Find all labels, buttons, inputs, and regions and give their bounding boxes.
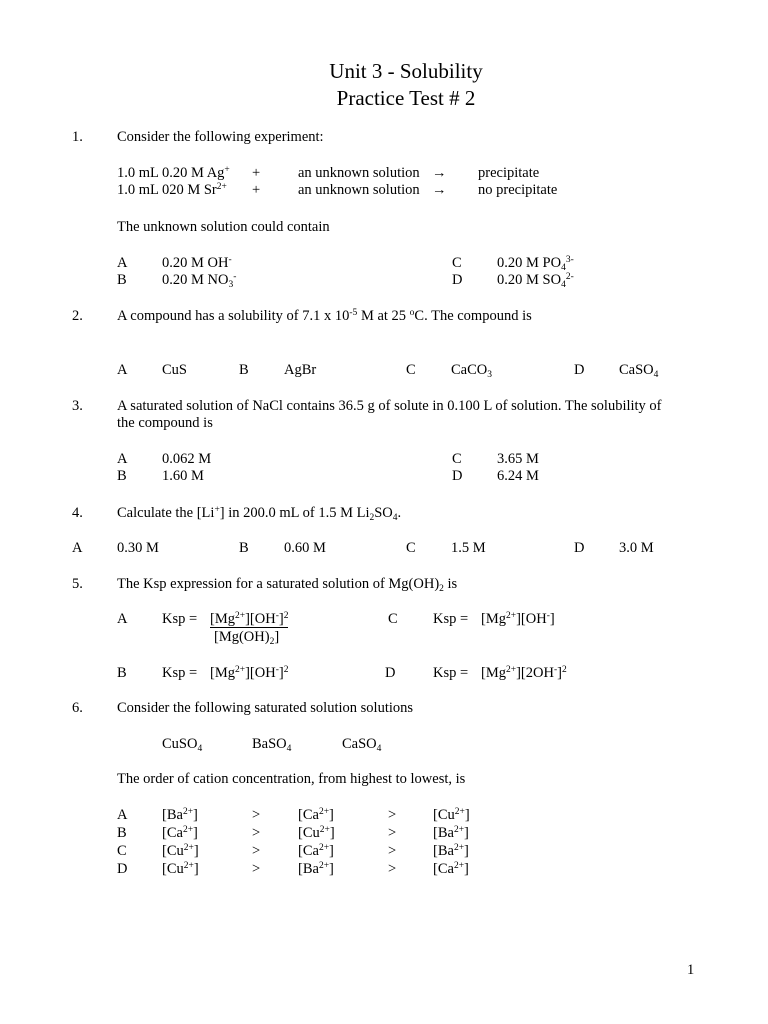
q3-option-d-letter: D <box>452 468 463 484</box>
title-line-1: Unit 3 - Solubility <box>329 59 483 83</box>
q1-row2-left: 1.0 mL 020 M $Sr^{2+}$ <box>117 181 227 198</box>
q4-text: Calculate the [Li+] in 200.0 mL of 1.5 M $Li_2SO_4$. <box>117 504 402 523</box>
q1-option-d-text: 0.20 M $SO_4^{2-}$ <box>497 271 574 290</box>
q6-option-letter: A <box>117 807 128 823</box>
q6-option-letter: B <box>117 825 127 841</box>
q6-option-c2: $[Cu^{2+}]$ <box>298 824 335 841</box>
q2-option-c-text: CaCO$_3$ <box>451 362 492 380</box>
q6-prompt: The order of cation concentration, from highest to lowest, is <box>117 771 466 787</box>
q3-option-a-letter: A <box>117 451 128 467</box>
q4-option-b-letter: B <box>239 540 249 556</box>
q1-row1-mid: an unknown solution <box>298 165 420 181</box>
q1-option-b-text: 0.20 M $NO_3^-$ <box>162 271 237 290</box>
q2-number: 2. <box>72 308 83 324</box>
q5-option-a-ksp: Ksp = <box>162 611 198 627</box>
q5-option-d-expr: $[Mg^{2+}][2OH^-]^2$ <box>481 664 567 681</box>
q2-option-b-text: AgBr <box>284 362 317 378</box>
q5-option-c-letter: C <box>388 611 398 627</box>
q3-text-line2: the compound is <box>117 415 213 431</box>
q6-option-c2: $[Ca^{2+}]$ <box>298 806 334 823</box>
q3-option-c-text: 3.65 M <box>497 451 539 467</box>
q3-option-b-text: 1.60 M <box>162 468 204 484</box>
q3-option-c-letter: C <box>452 451 462 467</box>
q6-option-c1: $[Ca^{2+}]$ <box>162 824 198 841</box>
q5-option-a-letter: A <box>117 611 128 627</box>
q3-option-a-text: 0.062 M <box>162 451 212 467</box>
q1-row1-left: 1.0 mL 0.20 M Ag+ <box>117 164 230 181</box>
q2-option-c-letter: C <box>406 362 416 378</box>
q6-option-letter: D <box>117 861 128 877</box>
q4-option-c-letter: C <box>406 540 416 556</box>
q6-number: 6. <box>72 700 83 716</box>
q6-gt: > <box>388 843 397 859</box>
q1-prompt: The unknown solution could contain <box>117 219 330 235</box>
q6-option-c1: $[Cu^{2+}]$ <box>162 860 199 877</box>
q5-option-b-ksp: Ksp = <box>162 665 198 681</box>
q1-row1-result: precipitate <box>478 165 540 181</box>
q1-row2-result: no precipitate <box>478 182 558 198</box>
q1-option-a-text: 0.20 M OH- <box>162 254 232 271</box>
q6-compound: CaSO$_4$ <box>342 736 382 754</box>
q4-option-b-text: 0.60 M <box>284 540 326 556</box>
q5-option-a-denominator: $[Mg(OH)_2]$ <box>214 629 280 647</box>
q2-text: A compound has a solubility of 7.1 x $10^{-5}$ M at 25 $^o$C. The compound is <box>117 307 532 324</box>
q6-gt: > <box>252 825 261 841</box>
q5-option-a-numerator: $[Mg^{2+}][OH^-]^2$ <box>210 610 289 627</box>
q6-gt: > <box>388 861 397 877</box>
q1-option-c-text: 0.20 M $PO_4^{3-}$ <box>497 254 574 273</box>
q3-text-line1: A saturated solution of NaCl contains 36.5 g of solute in 0.100 L of solution. The solubility of <box>117 398 662 414</box>
q4-option-a-text: 0.30 M <box>117 540 159 556</box>
q6-compound: BaSO$_4$ <box>252 736 292 754</box>
q1-number: 1. <box>72 129 83 145</box>
q6-option-c2: $[Ba^{2+}]$ <box>298 860 334 877</box>
q6-option-letter: C <box>117 843 127 859</box>
q1-text: Consider the following experiment: <box>117 129 324 145</box>
q4-option-a-letter: A <box>72 540 83 556</box>
q5-option-c-expr: $[Mg^{2+}][OH^-]$ <box>481 610 555 627</box>
q1-row2-arrow: → <box>432 182 447 198</box>
q5-number: 5. <box>72 576 83 592</box>
q1-row2-mid: an unknown solution <box>298 182 420 198</box>
q3-option-d-text: 6.24 M <box>497 468 539 484</box>
q1-option-a-letter: A <box>117 255 128 271</box>
q6-option-c1: $[Ba^{2+}]$ <box>162 806 198 823</box>
q6-gt: > <box>388 807 397 823</box>
q5-option-d-letter: D <box>385 665 396 681</box>
q6-option-c3: $[Cu^{2+}]$ <box>433 806 470 823</box>
title-line-2: Practice Test # 2 <box>336 86 476 110</box>
q6-gt: > <box>388 825 397 841</box>
q6-option-c3: $[Ca^{2+}]$ <box>433 860 469 877</box>
q5-option-d-ksp: Ksp = <box>433 665 469 681</box>
q4-option-c-text: 1.5 M <box>451 540 486 556</box>
q3-number: 3. <box>72 398 83 414</box>
q6-option-c3: $[Ba^{2+}]$ <box>433 824 469 841</box>
q1-row1-plus: + <box>252 165 261 181</box>
page-number: 1 <box>687 962 695 978</box>
q1-option-c-letter: C <box>452 255 462 271</box>
q6-compound: CuSO$_4$ <box>162 736 203 754</box>
q2-option-b-letter: B <box>239 362 249 378</box>
q1-option-d-letter: D <box>452 272 463 288</box>
q6-option-c1: $[Cu^{2+}]$ <box>162 842 199 859</box>
q1-row1-arrow: → <box>432 165 447 181</box>
q6-gt: > <box>252 807 261 823</box>
q1-row2-plus: + <box>252 182 261 198</box>
q6-gt: > <box>252 861 261 877</box>
q2-option-a-letter: A <box>117 362 128 378</box>
q6-text: Consider the following saturated solution solutions <box>117 700 414 716</box>
q5-option-b-expr: $[Mg^{2+}][OH^-]^2$ <box>210 664 289 681</box>
q5-text: The Ksp expression for a saturated solution of $Mg(OH)_2$ is <box>117 576 458 594</box>
q5-option-b-letter: B <box>117 665 127 681</box>
q5-option-c-ksp: Ksp = <box>433 611 469 627</box>
q1-option-b-letter: B <box>117 272 127 288</box>
q4-number: 4. <box>72 505 83 521</box>
q2-option-a-text: CuS <box>162 362 187 378</box>
q2-option-d-text: CaSO$_4$ <box>619 362 659 380</box>
q6-gt: > <box>252 843 261 859</box>
q2-option-d-letter: D <box>574 362 585 378</box>
q3-option-b-letter: B <box>117 468 127 484</box>
q4-option-d-text: 3.0 M <box>619 540 654 556</box>
q6-option-c3: $[Ba^{2+}]$ <box>433 842 469 859</box>
q4-option-d-letter: D <box>574 540 585 556</box>
q6-option-c2: $[Ca^{2+}]$ <box>298 842 334 859</box>
